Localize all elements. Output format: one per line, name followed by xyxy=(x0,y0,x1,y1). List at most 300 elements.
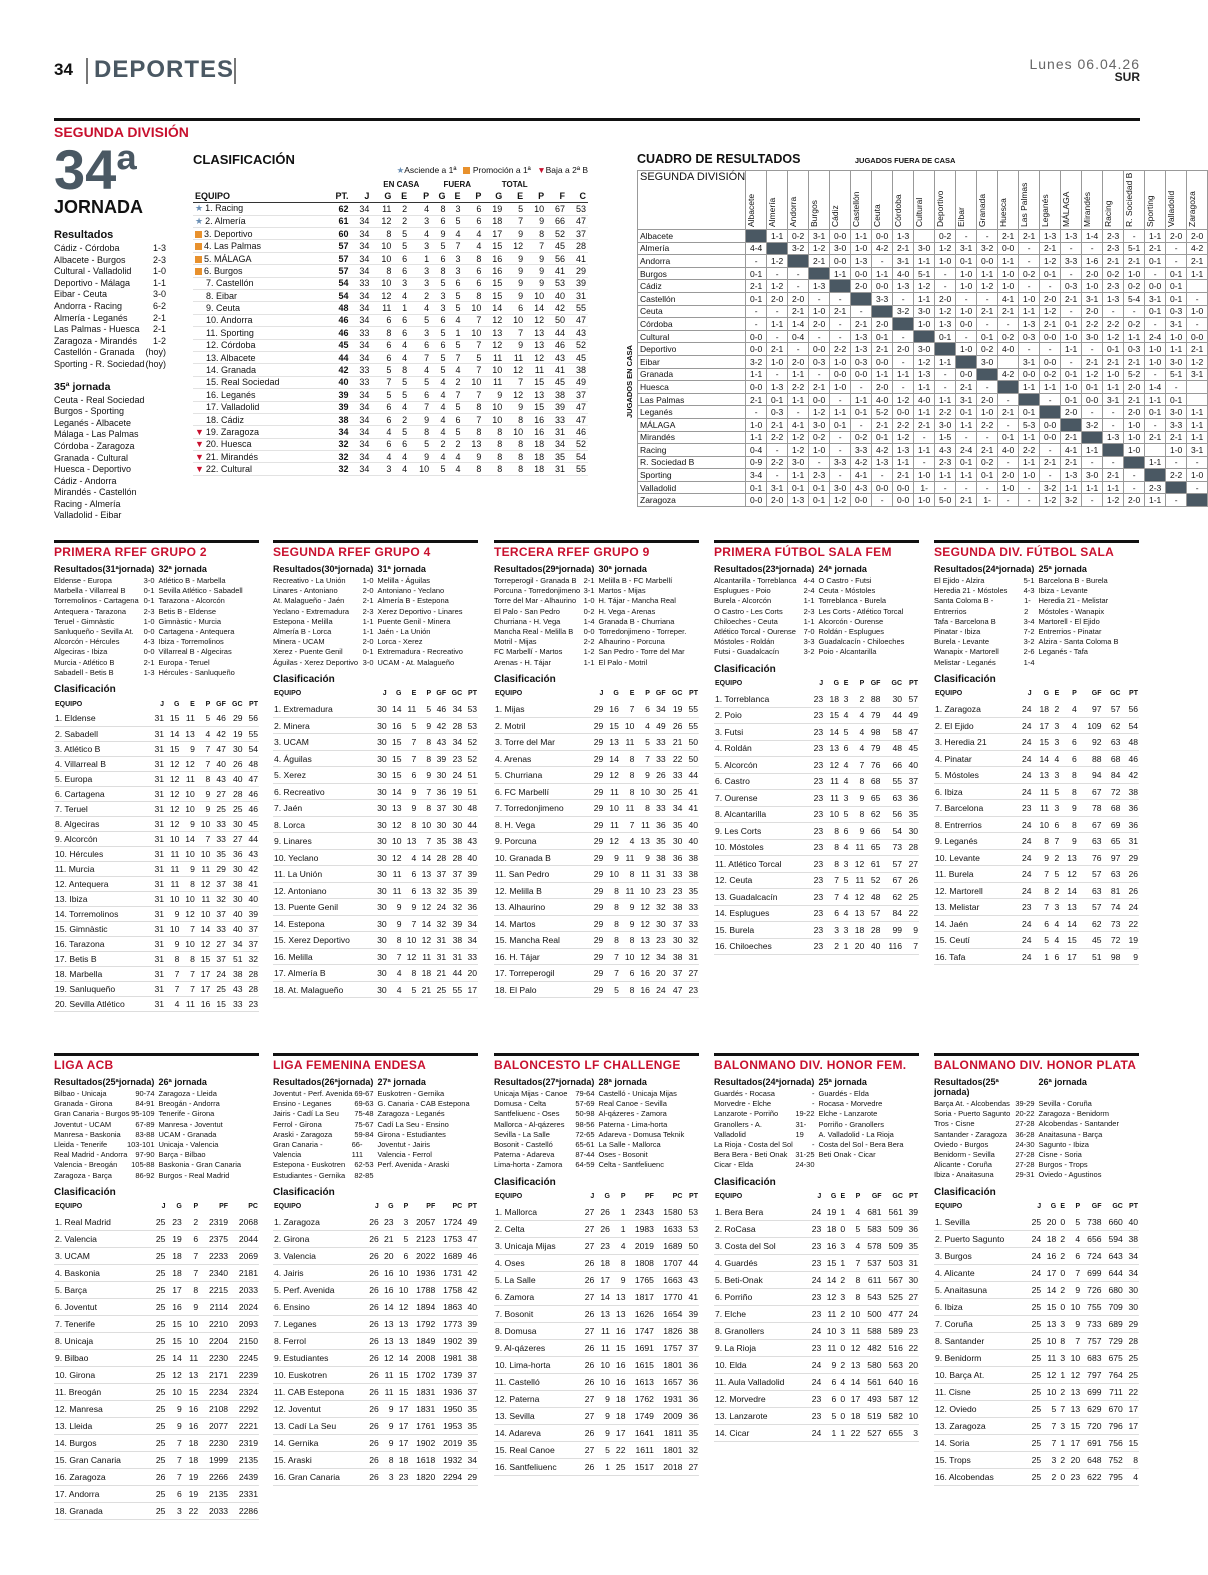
grid-cell: 2-1 xyxy=(746,280,767,293)
stat: 6 xyxy=(476,216,482,227)
stat: 7 xyxy=(403,734,418,751)
table-row xyxy=(193,277,588,289)
table-row xyxy=(54,846,259,861)
fixtures xyxy=(54,576,259,678)
team-name xyxy=(193,327,325,339)
stat: 9 xyxy=(635,849,651,866)
stat: 6 xyxy=(395,1248,410,1265)
score: 0-2 xyxy=(583,606,595,616)
grid-blank xyxy=(809,267,830,280)
grid-cell: 1-3 xyxy=(1019,318,1040,331)
team-name: 3. Burgos xyxy=(934,1248,1027,1265)
stat: 10 xyxy=(846,1306,861,1323)
col-header: PF xyxy=(426,1203,436,1211)
stat: 8 xyxy=(476,402,482,413)
col-header: PT xyxy=(249,700,258,708)
stat: 25 xyxy=(1027,1418,1042,1435)
grid-cell: 1-2 xyxy=(767,255,788,268)
stat: 1936 xyxy=(436,1384,463,1401)
stat: 31 xyxy=(150,966,165,981)
col-header: GF xyxy=(216,700,226,708)
grid-cell: - xyxy=(830,469,851,482)
grid-cell: 2-0 xyxy=(1082,305,1103,318)
result-row xyxy=(54,289,166,301)
stat: 17 xyxy=(395,1435,410,1452)
stat: 3 xyxy=(840,922,849,939)
stat: 7 xyxy=(1042,1435,1057,1452)
table-row xyxy=(273,734,478,751)
grid-cell: 1-1 xyxy=(998,255,1019,268)
grid-cell: - xyxy=(1124,305,1145,318)
stat: 26 xyxy=(365,1367,380,1384)
result-row xyxy=(714,1109,815,1119)
team-name: 5. Xerez xyxy=(273,767,373,784)
stat: 3 xyxy=(837,1238,846,1255)
grid-cell: 2-3 xyxy=(935,456,956,469)
stat: 12 xyxy=(165,756,180,771)
stat: 30 xyxy=(651,783,667,800)
stat: 24 xyxy=(1015,701,1032,718)
grid-cell: 4-2 xyxy=(1187,242,1208,255)
table-row xyxy=(714,773,919,790)
fixture: Burgos - Trops xyxy=(1038,1160,1088,1170)
match: Jairis - Cadí La Seu xyxy=(273,1109,339,1119)
stat: 56 xyxy=(881,806,903,823)
table-row xyxy=(54,726,259,741)
team-label: 20. Huesca xyxy=(205,439,252,450)
stat: 24 xyxy=(1015,816,1032,833)
table-row xyxy=(273,1316,478,1333)
stat: 28 xyxy=(903,839,919,856)
stat: 2245 xyxy=(229,1350,259,1367)
stat: 33 xyxy=(211,816,227,831)
top-rule xyxy=(54,118,1140,121)
stat: 7 xyxy=(403,915,418,932)
score: 3-0 xyxy=(143,576,155,585)
grid-cell: 0-1 xyxy=(872,330,893,343)
stat: 10 xyxy=(165,831,180,846)
stat: 1731 xyxy=(436,1265,463,1282)
grid-cell: 2-2 xyxy=(767,431,788,444)
stat: 39 xyxy=(683,1306,699,1323)
grid-cell: 4-0 xyxy=(872,393,893,406)
team-label: 7. Castellón xyxy=(206,278,254,289)
stat: 34 xyxy=(359,290,370,301)
score: 87-44 xyxy=(575,1150,595,1160)
team-name: 16. Chiloeches xyxy=(714,938,808,955)
stat: 655 xyxy=(883,1425,904,1442)
stat: 42 xyxy=(338,365,349,376)
stat: 3 xyxy=(424,216,430,227)
team-name: 6. FC Marbellí xyxy=(494,783,589,800)
grid-cell: 1-0 xyxy=(998,481,1019,494)
match: La Rioja - Costa del Sol xyxy=(714,1140,793,1150)
grid-cell: 1-0 xyxy=(956,280,977,293)
grid-cell xyxy=(998,355,1019,368)
stat: 2 xyxy=(1057,1282,1066,1299)
stat: 25 xyxy=(1027,1435,1042,1452)
stat: 7 xyxy=(196,756,211,771)
grid-blank xyxy=(830,280,851,293)
table-row xyxy=(494,833,699,850)
stat: 23 xyxy=(1015,800,1032,817)
away-team-label: R. Sociedad B xyxy=(1124,172,1135,227)
fixture: Rocasa - Morvedre xyxy=(818,1099,883,1109)
away-team xyxy=(746,171,767,230)
fixture: Mirandés - Castellón xyxy=(54,487,137,498)
grid-cell: 0-9 xyxy=(746,456,767,469)
grid-cell: - xyxy=(956,230,977,243)
stat: 8 xyxy=(620,767,636,784)
grid-cell: 1-1 xyxy=(746,368,767,381)
team-name: 12. Melilla B xyxy=(494,882,589,899)
col-header: G xyxy=(173,700,180,708)
divider xyxy=(86,58,88,84)
group-label: TOTAL xyxy=(501,179,528,189)
grid-cell: - xyxy=(893,355,914,368)
stat: 11 xyxy=(595,1340,611,1357)
grid-cell: 1-0 xyxy=(1019,292,1040,305)
fixture: Costa del Sol - Bera Bera xyxy=(818,1140,904,1150)
result-row xyxy=(494,658,595,668)
result-row xyxy=(714,1120,815,1140)
stat: 10 xyxy=(595,1374,611,1391)
stat: 738 xyxy=(1081,1214,1102,1231)
stat: 34 xyxy=(463,915,478,932)
stat: 25 xyxy=(1027,1384,1042,1401)
stat: 4 xyxy=(840,757,849,774)
grid-cell: 1-1 xyxy=(1061,343,1082,356)
team-name: 4. Roldán xyxy=(714,740,808,757)
competition-box xyxy=(714,1053,919,1442)
fixture: Real Canoe - Sevilla xyxy=(598,1099,667,1109)
stat: 76 xyxy=(1078,849,1103,866)
match: Teruel - Gimnàstic xyxy=(54,616,115,626)
match: Alicante - Coruña xyxy=(934,1160,992,1170)
grid-cell: 3-0 xyxy=(1166,406,1187,419)
grid-cell xyxy=(914,230,935,243)
grid-cell: 2-4 xyxy=(956,444,977,457)
stat: 24 xyxy=(1121,899,1139,916)
fixtures xyxy=(273,576,478,668)
table-row xyxy=(54,801,259,816)
match: Motril - Mijas xyxy=(494,637,537,647)
grid-cell: 1-2 xyxy=(914,355,935,368)
grid-cell: 1-1 xyxy=(1082,481,1103,494)
stat: 31 xyxy=(150,891,165,906)
team-name: 1. Mijas xyxy=(494,701,589,718)
stat: 46 xyxy=(463,1248,478,1265)
grid-cell: 1-1 xyxy=(830,267,851,280)
match: Almería - Leganés xyxy=(54,312,128,323)
stat: 19 xyxy=(667,701,684,718)
match: Santa Coloma B - Entrerrios xyxy=(934,596,994,616)
table-row xyxy=(714,823,919,840)
stat: 34 xyxy=(463,1452,478,1469)
result-row xyxy=(273,1140,374,1160)
stat: 99 xyxy=(881,922,903,939)
stat: 28 xyxy=(1124,1333,1139,1350)
stat: 7 xyxy=(1066,1265,1081,1282)
col-header: P xyxy=(475,191,482,202)
stat: 1831 xyxy=(409,1384,436,1401)
stat: 25 xyxy=(150,1214,166,1231)
grid-cell: - xyxy=(914,431,935,444)
stat: 5 xyxy=(455,402,461,413)
stat: 4 xyxy=(849,707,865,724)
stat: 9 xyxy=(539,265,545,276)
score: 97-90 xyxy=(135,1150,155,1160)
stat: 8 xyxy=(386,228,392,239)
stat: 15 xyxy=(1066,1418,1081,1435)
team-name: 7. Teruel xyxy=(54,801,150,816)
col-header: P xyxy=(426,690,432,698)
match: Futsi - Guadalcacín xyxy=(714,647,780,657)
stat: 36 xyxy=(683,1408,699,1425)
grid-cell: 0-0 xyxy=(851,368,872,381)
grid-cell: 1-3 xyxy=(893,444,914,457)
grid-cell: 2-1 xyxy=(1019,230,1040,243)
stat: 34 xyxy=(359,414,370,425)
fixture: Córdoba - Zaragoza xyxy=(54,440,135,451)
grid-cell: 0-0 xyxy=(1040,431,1061,444)
stat: 46 xyxy=(244,786,259,801)
stat: 6 xyxy=(440,315,446,326)
grid-cell: 0-2 xyxy=(851,431,872,444)
team-name: 7. Ourense xyxy=(714,790,808,807)
col-header: G xyxy=(384,191,392,202)
stat: 1 xyxy=(837,1204,846,1221)
stat: 24 xyxy=(807,1323,822,1340)
stat: 11 xyxy=(822,1306,837,1323)
table-row xyxy=(934,948,1139,965)
grid-cell: 0-0 xyxy=(1019,368,1040,381)
team-name xyxy=(193,265,325,277)
group-label xyxy=(193,178,371,190)
match: Burela - Alcorcón xyxy=(714,596,772,606)
grid-blank xyxy=(1166,481,1187,494)
away-team xyxy=(1082,171,1103,230)
stat: 17 xyxy=(196,966,211,981)
col-header: J xyxy=(364,191,370,202)
grid-cell: 1-1 xyxy=(1103,481,1124,494)
stat: 10 xyxy=(492,365,503,376)
team-name: 16. Tarazona xyxy=(54,936,150,951)
stat: 23 xyxy=(808,938,824,955)
stat: 47 xyxy=(463,1231,478,1248)
stat: 12 xyxy=(849,889,865,906)
team-name: 8. Entrerrios xyxy=(934,816,1015,833)
stat: 4 xyxy=(1050,750,1060,767)
team-name: 14. Martos xyxy=(494,915,589,932)
stat: 26 xyxy=(580,1374,596,1391)
result-row xyxy=(714,1150,815,1160)
stat: 2331 xyxy=(229,1486,259,1503)
grid-cell: 0-1 xyxy=(1061,368,1082,381)
match: Gran Canaria - Burgos xyxy=(54,1109,130,1119)
score: 69-67 xyxy=(354,1089,374,1098)
stat: 9 xyxy=(518,253,524,264)
team-name: 6. Joventut xyxy=(54,1299,150,1316)
stat: 4 xyxy=(165,996,180,1011)
away-team xyxy=(809,171,830,230)
team-name: 1. Eldense xyxy=(54,711,150,726)
match: Cultural - Valladolid xyxy=(54,266,132,277)
grid-row xyxy=(638,330,1208,343)
away-team xyxy=(1145,171,1166,230)
team-name: 5. Alcorcón xyxy=(714,757,808,774)
table-row xyxy=(714,905,919,922)
match: Arenas - H. Tájar xyxy=(494,657,551,667)
table-row xyxy=(54,771,259,786)
stat: 25 xyxy=(1027,1452,1042,1469)
grid-cell: - xyxy=(788,343,809,356)
stat: 720 xyxy=(1081,1418,1102,1435)
stat: 5 xyxy=(476,352,482,363)
stat: 26 xyxy=(595,1204,611,1221)
stat: 34 xyxy=(359,315,370,326)
score: 65-61 xyxy=(575,1140,595,1150)
away-team-label: Burgos xyxy=(809,200,820,227)
col-header: J xyxy=(599,690,604,698)
score: 4-4 xyxy=(803,576,815,585)
team-name: 13. Lleida xyxy=(54,1418,150,1435)
section-title: DEPORTES xyxy=(94,56,235,83)
stat: 66 xyxy=(554,216,565,227)
stat: 4 xyxy=(440,414,446,425)
stat: 11 xyxy=(846,1323,861,1340)
table-row xyxy=(934,1384,1139,1401)
stat: 24 xyxy=(1015,849,1032,866)
stat: 15 xyxy=(165,741,180,756)
jornada-label: JORNADA xyxy=(54,197,144,217)
table-row xyxy=(273,717,478,734)
fixture: UCAM - At. Malagueño xyxy=(377,657,455,667)
grid-blank xyxy=(914,330,935,343)
stat: 37 xyxy=(667,965,684,982)
stat: 25 xyxy=(1027,1401,1042,1418)
team-name: 8. Lorca xyxy=(273,816,373,833)
next-heading: 35ª jornada xyxy=(54,380,111,393)
col-header: GC xyxy=(1112,1203,1123,1211)
table-row xyxy=(273,849,478,866)
stat: 25 xyxy=(150,1401,166,1418)
grid-cell: 3-0 xyxy=(809,418,830,431)
stat: 13 xyxy=(849,905,865,922)
col-header: EQUIPO xyxy=(715,1193,743,1201)
stat: 9 xyxy=(518,278,524,289)
grid-cell: 1-1 xyxy=(1040,381,1061,394)
stat: 27 xyxy=(580,1442,596,1459)
stat: 46 xyxy=(338,315,349,326)
col-header: EQUIPO xyxy=(495,690,523,698)
result-row xyxy=(54,347,166,359)
stat: 4 xyxy=(611,1238,627,1255)
table-row xyxy=(54,1486,259,1503)
stat: 24 xyxy=(1015,717,1032,734)
grid-cell: 1-0 xyxy=(1124,431,1145,444)
match: Alcorcón - Hércules xyxy=(54,637,120,647)
grid-cell: 0-0 xyxy=(809,343,830,356)
fixture: Huesca - Deportivo xyxy=(54,464,132,475)
team-name: 9. Al-qázeres xyxy=(494,1340,580,1357)
match: Torremolinos - Cartagena xyxy=(54,596,139,606)
stat: 67 xyxy=(881,872,903,889)
fixture: Xerez Deportivo - Linares xyxy=(377,606,463,616)
col-header: GF xyxy=(870,680,881,688)
next-round: 26ª jornada xyxy=(158,1077,207,1087)
grid-cell: 1-1 xyxy=(1019,305,1040,318)
stat: 38 xyxy=(575,365,586,376)
team-name: 5. Barça xyxy=(54,1282,150,1299)
stat: 30 xyxy=(1124,1299,1139,1316)
grid-cell: 2-0 xyxy=(1082,267,1103,280)
stat: 2230 xyxy=(199,1350,229,1367)
fixture: Joventut - Jairis xyxy=(377,1140,431,1150)
stat: 11 xyxy=(620,849,636,866)
table-row xyxy=(193,290,588,302)
grid-cell: 0-1 xyxy=(956,406,977,419)
stat: 98 xyxy=(1103,948,1122,965)
stat: 2204 xyxy=(199,1333,229,1350)
table-row xyxy=(54,876,259,891)
stat: 55 xyxy=(881,773,903,790)
grid-cell: 3-1 xyxy=(1187,444,1208,457)
fixture: Ibiza - Torremolinos xyxy=(158,637,224,647)
stat: 24 xyxy=(904,1306,919,1323)
stat: 681 xyxy=(861,1204,882,1221)
stat: 25 xyxy=(150,1231,166,1248)
stat: 47 xyxy=(575,315,586,326)
grid-cell: - xyxy=(809,292,830,305)
stat: 3 xyxy=(837,1289,846,1306)
stat: 4 xyxy=(455,228,461,239)
stat: 27 xyxy=(903,856,919,873)
stat: 56 xyxy=(554,253,565,264)
stat: 5 xyxy=(424,315,430,326)
grid-cell: 0-0 xyxy=(830,368,851,381)
stat: 16 xyxy=(380,1265,395,1282)
grid-cell: 2-2 xyxy=(935,406,956,419)
match: Algeciras - Ibiza xyxy=(54,647,108,657)
grid-cell: 0-2 xyxy=(935,230,956,243)
stat: 7 xyxy=(1066,1333,1081,1350)
stat: 34 xyxy=(359,464,370,475)
stat: 2 xyxy=(1050,849,1060,866)
grid-cell: 5-1 xyxy=(1166,368,1187,381)
stat: 40 xyxy=(227,921,244,936)
table-row xyxy=(54,1316,259,1333)
stat: 3 xyxy=(1057,1418,1066,1435)
stat: 1691 xyxy=(626,1340,654,1357)
stat: 37 xyxy=(463,1384,478,1401)
stat: 711 xyxy=(1103,1384,1124,1401)
grid-cell: 1-0 xyxy=(1145,355,1166,368)
grid-cell: 2-2 xyxy=(788,381,809,394)
stat: 40 xyxy=(903,757,919,774)
stat: 15 xyxy=(1042,1299,1057,1316)
grid-cell: 1-0 xyxy=(1187,469,1208,482)
fixture: Zaragoza - Benidorm xyxy=(1038,1109,1109,1119)
team-name: 18. Granada xyxy=(54,1503,150,1520)
fixture: Anaitasuna - Barça xyxy=(1038,1129,1103,1139)
stat: 23 xyxy=(651,882,667,899)
team-name: 8. H. Vega xyxy=(494,816,589,833)
stat: 2239 xyxy=(229,1367,259,1384)
stat: 1 xyxy=(837,1425,846,1442)
stat: 14 xyxy=(595,1289,611,1306)
grid-row xyxy=(638,456,1208,469)
